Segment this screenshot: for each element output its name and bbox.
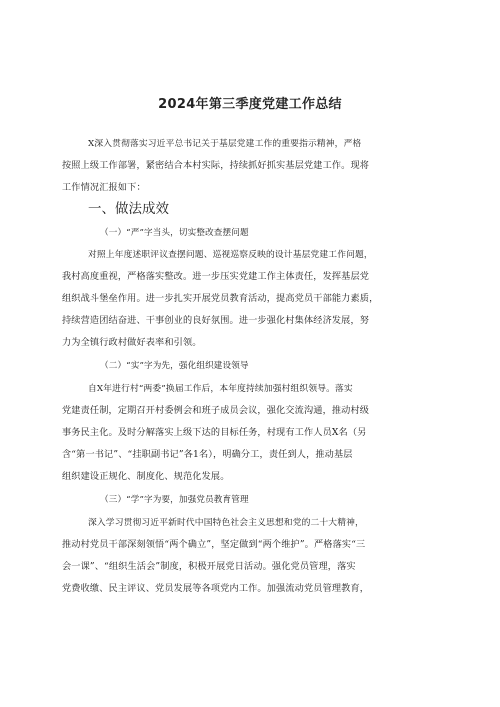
- subsection-heading: （三）“学”字为要，加强党员教育管理: [100, 495, 249, 505]
- paragraph-line: 组织战斗堡垒作用。进一步扎实开展党员教育活动，提高党员干部能力素质，: [62, 293, 379, 304]
- paragraph-line: 党费收缴、民主评议、党员发展等各项党内工作。加强流动党员管理教育，: [62, 583, 370, 594]
- paragraph-line: X深入贯彻落实习近平总书记关于基层党建工作的重要指示精神，严格: [88, 139, 362, 149]
- paragraph-line: 深入学习贯彻习近平新时代中国特色社会主义思想和党的二十大精神，: [88, 518, 364, 528]
- subsection-heading: （一）“严”字当头，切实整改查摆问题: [100, 228, 249, 238]
- paragraph-line: 推动村党员干部深刻领悟“两个确立”，坚定做到“两个维护”。严格落实“三: [62, 539, 366, 550]
- paragraph-line: 含“第一书记”、“挂职副书记”各1名），明确分工，责任到人，推动基层: [62, 449, 353, 460]
- paragraph-line: 持续营造团结奋进、干事创业的良好氛围。进一步强化村集体经济发展，努: [62, 315, 370, 326]
- subsection-heading: （二）“实”字为先，强化组织建设领导: [100, 361, 249, 371]
- paragraph-line: 组织建设正规化、制度化、规范化发展。: [62, 471, 230, 482]
- paragraph-line: 力为全镇行政村做好表率和引领。: [62, 337, 202, 348]
- paragraph-line: 事务民主化。及时分解落实上级下达的目标任务，村现有工作人员X名（另: [62, 427, 367, 438]
- paragraph-line: 按照上级工作部署，紧密结合本村实际，持续抓好抓实基层党建工作。现将: [62, 160, 370, 171]
- paragraph-line: 工作情况汇报如下：: [62, 182, 146, 193]
- section-heading: 一、做法成效: [88, 201, 169, 217]
- document-title: 2024年第三季度党建工作总结: [158, 97, 342, 112]
- paragraph-line: 自X年进行村“两委”换届工作后，本年度持续加强村组织领导。落实: [88, 384, 353, 394]
- paragraph-line: 党建责任制，定期召开村委例会和班子成员会议，强化交流沟通，推动村级: [62, 405, 370, 416]
- paragraph-line: 会一课”、“组织生活会”制度，积极开展党日活动。强化党员管理，落实: [62, 561, 356, 572]
- paragraph-line: 对照上年度述职评议查摆问题、巡视巡察反映的设计基层党建工作问题，: [88, 250, 373, 260]
- paragraph-line: 我村高度重视，严格落实整改。进一步压实党建工作主体责任，发挥基层党: [62, 271, 370, 282]
